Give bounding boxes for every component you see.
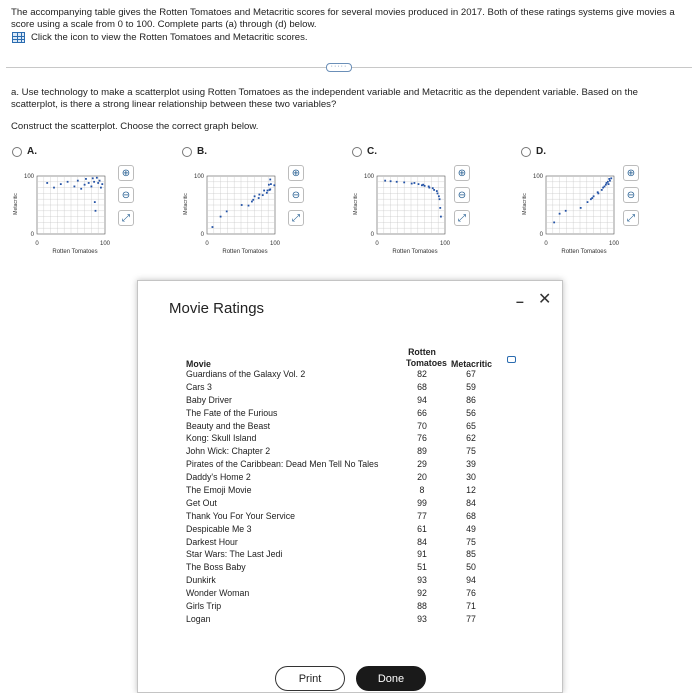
xtick-left: 0 [375,241,379,247]
rotten-tomatoes-cell: 61 [417,523,427,534]
y-axis-label: Metacritic [353,193,359,215]
scatterplot-a-svg [12,164,132,259]
metacritic-cell: 59 [466,381,476,392]
zoom-out-icon[interactable]: ⊖ [118,187,134,203]
data-point [414,182,416,184]
xtick-right: 100 [269,241,281,247]
data-point [269,179,271,181]
y-axis-label: Metacritic [13,193,19,215]
metacritic-cell: 49 [466,523,476,534]
xtick-right: 100 [608,241,620,247]
view-table-link[interactable] [12,32,308,43]
expand-icon[interactable]: ⤢ [118,210,134,226]
movie-cell: Darkest Hour [186,536,238,547]
radio-circle[interactable] [352,147,362,157]
data-point [85,178,87,180]
data-point [384,180,386,182]
data-point [262,194,264,196]
expand-icon[interactable]: ⤢ [623,210,639,226]
rotten-tomatoes-cell: 93 [417,575,427,586]
metacritic-cell: 76 [466,588,476,599]
movie-cell: Girls Trip [186,601,222,612]
data-point [267,190,269,192]
rotten-tomatoes-cell: 76 [417,433,427,444]
movie-cell: The Fate of the Furious [186,407,278,418]
data-point [439,207,441,209]
movie-cell: Kong: Skull Island [186,433,257,444]
print-button[interactable]: Print [275,666,345,691]
xtick-right: 100 [439,241,451,247]
radio-circle[interactable] [182,147,192,157]
rotten-tomatoes-cell: 93 [417,613,427,624]
xtick-left: 0 [544,241,548,247]
option-a-radio[interactable] [12,146,37,157]
close-icon[interactable]: ✕ [538,291,552,308]
movie-cell: Star Wars: The Last Jedi [186,549,283,560]
data-point [436,190,438,192]
movie-cell: Daddy's Home 2 [186,472,251,483]
copy-icon[interactable] [507,356,516,363]
view-table-text: Click the icon to view the Rotten Tomatoes and Metacritic scores. [31,32,308,43]
minimize-icon[interactable]: – [516,293,524,309]
option-label: A. [27,146,37,157]
metacritic-cell: 77 [466,613,476,624]
metacritic-cell: 94 [466,575,476,586]
ytick-bottom: 0 [200,232,204,238]
option-b[interactable] [182,146,342,261]
metacritic-cell: 85 [466,549,476,560]
movie-cell: Beauty and the Beast [186,420,271,431]
ytick-top: 100 [363,174,374,180]
data-point [559,213,561,215]
data-point [99,180,101,182]
rotten-tomatoes-cell: 20 [417,472,427,483]
data-point [266,192,268,194]
metacritic-cell: 56 [466,407,476,418]
data-point [269,188,271,190]
metacritic-cell: 68 [466,510,476,521]
data-point [258,197,260,199]
y-axis-label: Metacritic [522,193,528,215]
option-label: D. [536,146,546,157]
header-rotten-tomatoes [406,347,447,369]
rotten-tomatoes-cell: 82 [417,369,427,379]
movie-cell: Baby Driver [186,394,232,405]
movie-cell: Pirates of the Caribbean: Dead Men Tell No Tales [186,459,379,470]
zoom-in-icon[interactable]: ⊕ [454,165,470,181]
data-point [67,181,69,183]
data-point [60,183,62,185]
data-point [418,183,420,185]
data-point [432,187,434,189]
data-point [593,195,595,197]
movie-cell: The Emoji Movie [186,485,252,496]
rotten-tomatoes-cell: 94 [417,394,427,405]
data-point [587,201,589,203]
metacritic-cell: 65 [466,420,476,431]
data-point [93,181,95,183]
expand-more-button[interactable]: ····· [326,63,352,72]
data-point [609,180,611,182]
header-metacritic: Metacritic [451,359,493,369]
data-point [92,177,94,179]
ytick-top: 100 [532,174,543,180]
data-point [241,204,243,206]
zoom-in-icon[interactable]: ⊕ [623,165,639,181]
data-point [565,210,567,212]
zoom-in-icon[interactable]: ⊕ [288,165,304,181]
expand-icon[interactable]: ⤢ [288,210,304,226]
data-point [608,183,610,185]
xtick-left: 0 [35,241,39,247]
rotten-tomatoes-cell: 91 [417,549,427,560]
data-point [605,184,607,186]
data-point [597,193,599,195]
expand-icon[interactable]: ⤢ [454,210,470,226]
data-point [77,180,79,182]
question-text: a. Use technology to make a scatterplot using Rotten Tomatoes as the independent variable and Metacritic as the dependent variable. Based on the scatterplot, is there a strong linear relationship between these two variables? [11,87,639,110]
data-point [610,177,612,179]
movie-ratings-dialog [137,280,563,693]
data-point [226,210,228,212]
data-point [74,186,76,188]
xtick-left: 0 [205,241,209,247]
data-point [258,194,260,196]
scatterplot-b-svg [182,164,302,259]
data-point [437,193,439,195]
data-point [604,186,606,188]
data-point [46,182,48,184]
option-c[interactable] [352,146,512,261]
rotten-tomatoes-cell: 89 [417,446,427,457]
metacritic-cell: 67 [466,369,476,379]
rotten-tomatoes-cell: 70 [417,420,427,431]
movie-cell: Guardians of the Galaxy Vol. 2 [186,369,306,379]
data-point [94,201,96,203]
rotten-tomatoes-cell: 84 [417,536,427,547]
rotten-tomatoes-cell: 77 [417,510,427,521]
option-d-radio[interactable] [521,146,546,157]
data-point [439,198,441,200]
ytick-top: 100 [23,174,34,180]
data-point [101,183,103,185]
zoom-out-icon[interactable]: ⊖ [288,187,304,203]
data-point [84,184,86,186]
header-rt-line2: Tomatoes [406,358,447,368]
option-label: B. [197,146,207,157]
data-point [438,195,440,197]
table-icon[interactable] [12,32,25,43]
metacritic-cell: 12 [466,485,476,496]
data-point [553,222,555,224]
data-point [268,184,270,186]
movie-cell: Get Out [186,497,217,508]
data-point [220,216,222,218]
metacritic-cell: 30 [466,472,476,483]
ytick-top: 100 [193,174,204,180]
data-point [53,187,55,189]
zoom-out-icon[interactable]: ⊖ [623,187,639,203]
radio-circle[interactable] [521,147,531,157]
metacritic-cell: 39 [466,459,476,470]
data-point [607,181,609,183]
ytick-bottom: 0 [30,232,34,238]
data-point [95,210,97,212]
movie-cell: Cars 3 [186,381,212,392]
data-point [80,188,82,190]
metacritic-cell: 75 [466,446,476,457]
data-point [396,181,398,183]
data-point [428,187,430,189]
option-label: C. [367,146,377,157]
header-movie: Movie [186,359,211,369]
data-point [580,207,582,209]
x-axis-label: Rotten Tomatoes [52,249,98,255]
data-point [411,183,413,185]
xtick-right: 100 [99,241,111,247]
data-point [403,181,405,183]
metacritic-cell: 62 [466,433,476,444]
data-point [88,182,90,184]
movie-cell: Logan [186,613,211,624]
scatterplot-b [182,164,302,259]
data-point [601,189,603,191]
zoom-out-icon[interactable]: ⊖ [454,187,470,203]
data-point [424,185,426,187]
option-d[interactable] [521,146,681,261]
rotten-tomatoes-cell: 66 [417,407,427,418]
metacritic-cell: 50 [466,562,476,573]
x-axis-label: Rotten Tomatoes [561,249,607,255]
data-point [97,182,99,184]
metacritic-cell: 86 [466,394,476,405]
x-axis-label: Rotten Tomatoes [222,249,268,255]
rotten-tomatoes-cell: 8 [419,485,425,496]
data-point [252,199,254,201]
data-point [248,205,250,207]
movie-cell: The Boss Baby [186,562,246,573]
radio-circle[interactable] [12,147,22,157]
data-point [254,195,256,197]
option-c-radio[interactable] [352,146,377,157]
data-point [91,186,93,188]
option-b-radio[interactable] [182,146,207,157]
done-button[interactable]: Done [356,666,426,691]
data-point [440,216,442,218]
rotten-tomatoes-cell: 68 [417,381,427,392]
rotten-tomatoes-cell: 51 [417,562,427,573]
problem-intro: The accompanying table gives the Rotten Tomatoes and Metacritic scores for several movies produced in 2017. Both of these ratings systems give movies a score using a scale from 0 to 100. Complete parts (a) through (d) below. [11,7,675,30]
data-point [212,226,214,228]
data-point [273,184,275,186]
option-a[interactable] [12,146,172,261]
movie-cell: Dunkirk [186,575,216,586]
data-point [100,187,102,189]
data-point [263,190,265,192]
data-point [251,201,253,203]
header-rt-line1: Rotten [408,347,436,357]
data-point [270,183,272,185]
rotten-tomatoes-cell: 29 [417,459,427,470]
y-axis-label: Metacritic [183,193,189,215]
data-point [591,197,593,199]
x-axis-label: Rotten Tomatoes [392,249,438,255]
data-point [608,178,610,180]
data-point [390,180,392,182]
movie-cell: Despicable Me 3 [186,523,252,534]
instruction-text: Construct the scatterplot. Choose the correct graph below. [11,121,259,132]
data-point [96,177,98,179]
rotten-tomatoes-cell: 99 [417,497,427,508]
movie-cell: Thank You For Your Service [186,510,296,521]
data-point [433,189,435,191]
metacritic-cell: 84 [466,497,476,508]
scatterplot-a [12,164,132,259]
metacritic-cell: 75 [466,536,476,547]
dialog-title: Movie Ratings [169,300,265,317]
zoom-in-icon[interactable]: ⊕ [118,165,134,181]
movie-cell: Wonder Woman [186,588,250,599]
movie-cell: John Wick: Chapter 2 [186,446,271,457]
ytick-bottom: 0 [370,232,374,238]
rotten-tomatoes-cell: 88 [417,601,427,612]
ytick-bottom: 0 [539,232,543,238]
rotten-tomatoes-cell: 92 [417,588,427,599]
metacritic-cell: 71 [466,601,476,612]
